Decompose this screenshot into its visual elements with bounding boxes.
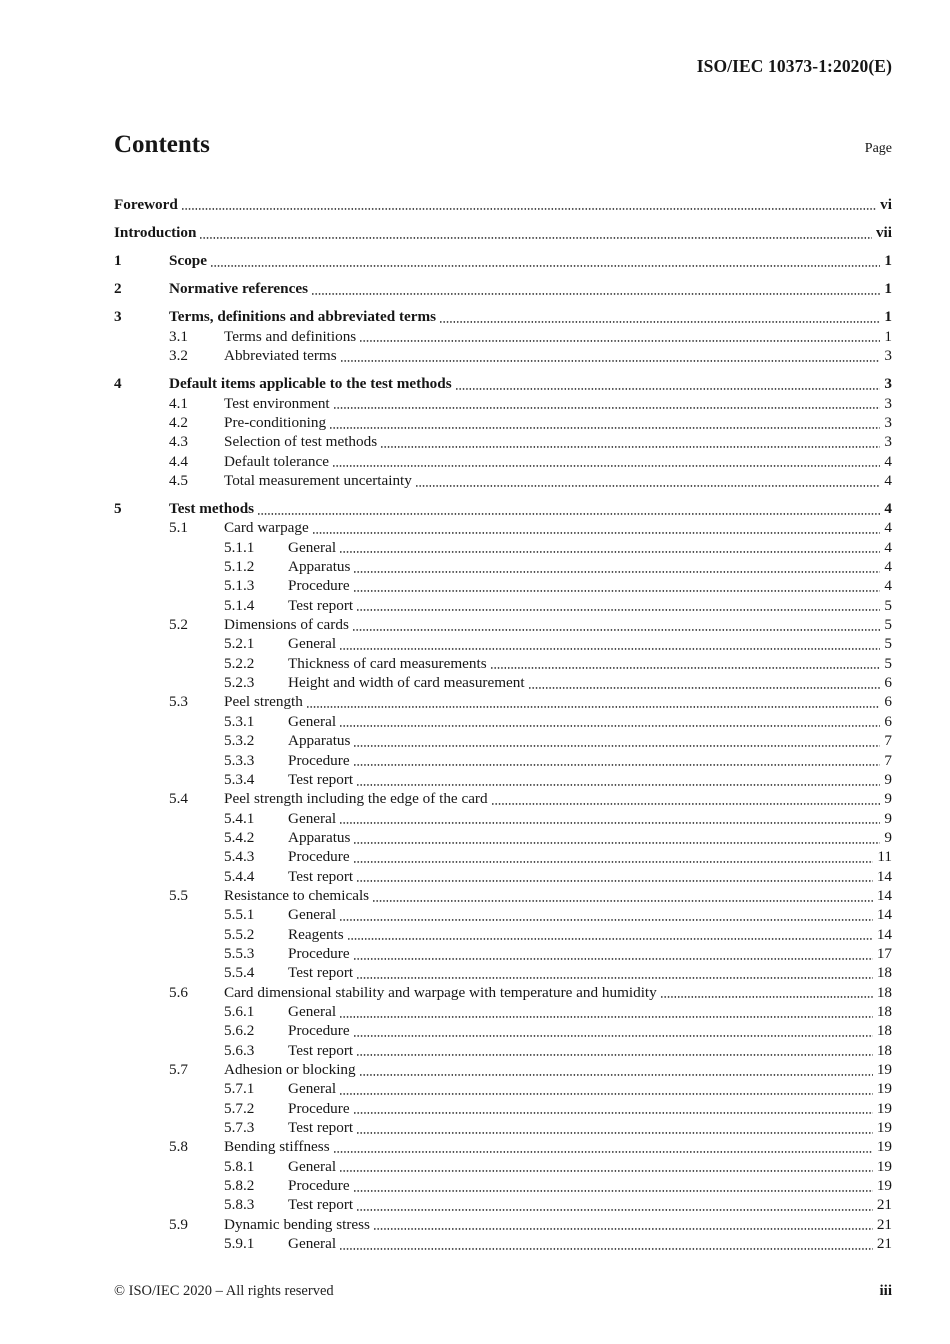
toc-entry-number: 4.1 <box>169 394 188 412</box>
toc-entry-page: 4 <box>884 558 892 576</box>
dot-leader <box>373 886 873 905</box>
dot-leader <box>313 518 881 537</box>
copyright-notice: © ISO/IEC 2020 – All rights reserved <box>114 1283 334 1299</box>
toc-entry-page: 4 <box>884 538 892 556</box>
toc-entry-title: Default items applicable to the test methods <box>169 375 452 393</box>
dot-leader <box>357 1195 873 1214</box>
toc-entry-number: 5 <box>114 500 122 518</box>
toc-entry[interactable] <box>114 963 892 982</box>
dot-leader <box>340 1157 873 1176</box>
toc-entry-number: 5.8 <box>169 1138 188 1156</box>
toc-entry-number: 5.6.2 <box>224 1022 255 1040</box>
toc-entry-number: 5.5.1 <box>224 906 255 924</box>
toc-entry-number: 5.3.1 <box>224 712 255 730</box>
toc-entry-number: 5.1.3 <box>224 577 255 595</box>
dot-leader <box>312 279 880 298</box>
toc-entry-number: 5.1.4 <box>224 596 255 614</box>
toc-entry-page: 17 <box>876 944 892 962</box>
toc-entry-title: Total measurement uncertainty <box>224 471 412 489</box>
toc-entry-page: 1 <box>884 252 892 270</box>
toc-entry[interactable] <box>114 413 892 432</box>
dot-leader <box>440 307 880 326</box>
toc-entry-number: 3 <box>114 308 122 326</box>
contents-header <box>114 131 892 159</box>
toc-entry[interactable] <box>114 195 892 214</box>
toc-entry-title: Procedure <box>288 848 350 866</box>
toc-entry-title: Dynamic bending stress <box>224 1215 370 1233</box>
toc-entry-title: Reagents <box>288 925 344 943</box>
toc-entry-title: Card warpage <box>224 519 309 537</box>
toc-entry[interactable] <box>114 1215 892 1234</box>
toc-entry-title: Test report <box>288 1196 354 1214</box>
toc-entry-page: 9 <box>884 809 892 827</box>
toc-entry-page: 6 <box>884 674 892 692</box>
toc-entry-number: 5.5.4 <box>224 964 255 982</box>
toc-entry[interactable] <box>114 1002 892 1021</box>
toc-entry-title: Foreword <box>114 195 178 213</box>
toc-entry-title: Peel strength including the edge of the card <box>224 790 488 808</box>
dot-leader <box>258 499 880 518</box>
toc-entry-number: 5.5.3 <box>224 944 255 962</box>
toc-entry[interactable] <box>114 1195 892 1214</box>
toc-entry-number: 5.3.4 <box>224 770 255 788</box>
toc-entry-page: 19 <box>876 1157 892 1175</box>
toc-entry-number: 5.2.2 <box>224 654 255 672</box>
toc-entry[interactable] <box>114 1079 892 1098</box>
toc-entry-number: 5.4.4 <box>224 867 255 885</box>
dot-leader <box>529 673 881 692</box>
toc-entry[interactable] <box>114 634 892 653</box>
toc-entry[interactable] <box>114 673 892 692</box>
dot-leader <box>357 1118 873 1137</box>
toc-entry-page: 3 <box>884 413 892 431</box>
dot-leader <box>348 925 873 944</box>
toc-entry-number: 5.5.2 <box>224 925 255 943</box>
toc-entry-page: 1 <box>884 280 892 298</box>
toc-entry-number: 5.7.3 <box>224 1119 255 1137</box>
toc-entry-title: Procedure <box>288 751 350 769</box>
toc-entry-page: 21 <box>876 1196 892 1214</box>
dot-leader <box>340 905 873 924</box>
toc-entry-number: 5.4.2 <box>224 828 255 846</box>
dot-leader <box>354 847 874 866</box>
toc-entry-title: General <box>288 712 337 730</box>
toc-entry-title: Default tolerance <box>224 452 329 470</box>
toc-entry-page: 1 <box>884 308 892 326</box>
toc-entry-page: 9 <box>884 770 892 788</box>
toc-entry[interactable] <box>114 751 892 770</box>
toc-entry-title: Normative references <box>169 280 309 298</box>
toc-entry-page: 5 <box>884 654 892 672</box>
dot-leader <box>491 654 881 673</box>
toc-entry-title: Test report <box>288 1119 354 1137</box>
toc-entry-page: 3 <box>884 375 892 393</box>
dot-leader <box>357 963 873 982</box>
toc-entry-number: 5.6.3 <box>224 1041 255 1059</box>
toc-entry-page: 3 <box>884 433 892 451</box>
toc-entry-title: Test report <box>288 964 354 982</box>
toc-entry-title: Abbreviated terms <box>224 347 337 365</box>
toc-entry-page: 19 <box>876 1119 892 1137</box>
toc-entry-number: 4.4 <box>169 452 188 470</box>
toc-entry-page: 9 <box>884 790 892 808</box>
dot-leader <box>416 471 881 490</box>
toc-entry[interactable] <box>114 925 892 944</box>
toc-entry-page: 21 <box>876 1235 892 1253</box>
toc-entry[interactable] <box>114 499 892 518</box>
toc-entry-page: vii <box>875 223 892 241</box>
toc-entry-page: 9 <box>884 828 892 846</box>
toc-entry[interactable] <box>114 346 892 365</box>
toc-entry-title: Procedure <box>288 1177 350 1195</box>
toc-entry-number: 5.9.1 <box>224 1235 255 1253</box>
page-title: Contents <box>114 131 210 158</box>
toc-entry-page: 18 <box>876 1022 892 1040</box>
toc-entry-page: 7 <box>884 751 892 769</box>
toc-entry-page: 18 <box>876 983 892 1001</box>
toc-entry-number: 5.1.2 <box>224 558 255 576</box>
toc-entry-title: General <box>288 635 337 653</box>
dot-leader <box>334 394 881 413</box>
toc-entry[interactable] <box>114 518 892 537</box>
toc-entry-page: 4 <box>884 452 892 470</box>
toc-entry-title: General <box>288 538 337 556</box>
toc-entry-page: 19 <box>876 1061 892 1079</box>
toc-entry[interactable] <box>114 692 892 711</box>
toc-entry-page: 19 <box>876 1177 892 1195</box>
toc-entry[interactable] <box>114 1118 892 1137</box>
toc-entry-page: 5 <box>884 635 892 653</box>
toc-entry-title: Test report <box>288 596 354 614</box>
dot-leader <box>354 828 880 847</box>
toc-entry[interactable] <box>114 789 892 808</box>
toc-entry-title: Procedure <box>288 577 350 595</box>
toc-entry[interactable] <box>114 307 892 326</box>
toc-entry-number: 5.6 <box>169 983 188 1001</box>
toc-entry-title: Test report <box>288 1041 354 1059</box>
toc-entry[interactable] <box>114 279 892 298</box>
toc-entry[interactable] <box>114 712 892 731</box>
toc-entry-page: 4 <box>884 519 892 537</box>
dot-leader <box>354 1099 873 1118</box>
toc-entry-page: 21 <box>876 1215 892 1233</box>
dot-leader <box>374 1215 873 1234</box>
toc-entry-number: 5.3.3 <box>224 751 255 769</box>
toc-entry-number: 5.7 <box>169 1061 188 1079</box>
dot-leader <box>330 413 880 432</box>
toc-entry[interactable] <box>114 1021 892 1040</box>
toc-entry[interactable] <box>114 223 892 242</box>
toc-entry-number: 5.8.1 <box>224 1157 255 1175</box>
toc-entry[interactable] <box>114 944 892 963</box>
dot-leader <box>354 944 873 963</box>
toc-entry-number: 4 <box>114 375 122 393</box>
toc-entry[interactable] <box>114 905 892 924</box>
toc-entry-page: vi <box>880 195 892 213</box>
toc-entry-number: 3.2 <box>169 347 188 365</box>
toc-entry-page: 6 <box>884 693 892 711</box>
toc-entry[interactable] <box>114 867 892 886</box>
toc-entry[interactable] <box>114 615 892 634</box>
toc-entry-number: 5.4 <box>169 790 188 808</box>
dot-leader <box>340 809 880 828</box>
toc-entry-number: 5.2.3 <box>224 674 255 692</box>
toc-entry[interactable] <box>114 452 892 471</box>
toc-entry-title: Height and width of card measurement <box>288 674 525 692</box>
dot-leader <box>354 1021 873 1040</box>
dot-leader <box>661 983 873 1002</box>
toc-entry-page: 4 <box>884 500 892 518</box>
toc-entry-number: 5.4.3 <box>224 848 255 866</box>
dot-leader <box>492 789 881 808</box>
toc-entry-page: 7 <box>884 732 892 750</box>
toc-entry-number: 5.3.2 <box>224 732 255 750</box>
dot-leader <box>381 432 880 451</box>
toc-entry-number: 5.6.1 <box>224 1002 255 1020</box>
toc-entry-title: Pre-conditioning <box>224 413 327 431</box>
toc-entry-page: 6 <box>884 712 892 730</box>
toc-entry-title: Scope <box>169 252 207 270</box>
toc-entry[interactable] <box>114 1176 892 1195</box>
dot-leader <box>200 223 872 242</box>
toc-entry[interactable] <box>114 471 892 490</box>
document-code: ISO/IEC 10373-1:2020(E) <box>696 56 892 76</box>
toc-entry-number: 5.2 <box>169 616 188 634</box>
toc-entry-title: Procedure <box>288 944 350 962</box>
toc-entry-title: Apparatus <box>288 558 351 576</box>
toc-entry[interactable] <box>114 251 892 270</box>
toc-entry-page: 19 <box>876 1099 892 1117</box>
toc-entry-title: General <box>288 1235 337 1253</box>
toc-entry-page: 19 <box>876 1080 892 1098</box>
toc-entry-title: Apparatus <box>288 732 351 750</box>
dot-leader <box>340 1079 873 1098</box>
dot-leader <box>357 596 880 615</box>
toc-entry[interactable] <box>114 654 892 673</box>
toc-entry-page: 3 <box>884 347 892 365</box>
toc-entry-number: 5.1 <box>169 519 188 537</box>
dot-leader <box>354 1176 873 1195</box>
toc-entry[interactable] <box>114 1060 892 1079</box>
dot-leader <box>357 770 880 789</box>
toc-entry[interactable] <box>114 809 892 828</box>
toc-entry-number: 4.3 <box>169 433 188 451</box>
toc-entry-title: Dimensions of cards <box>224 616 349 634</box>
toc-entry-title: Terms and definitions <box>224 327 357 345</box>
toc-entry-title: Selection of test methods <box>224 433 378 451</box>
toc-entry-title: Bending stiffness <box>224 1138 330 1156</box>
toc-entry-page: 3 <box>884 394 892 412</box>
toc-entry-number: 5.4.1 <box>224 809 255 827</box>
table-of-contents <box>114 186 892 1253</box>
toc-entry-title: Apparatus <box>288 828 351 846</box>
toc-entry[interactable] <box>114 596 892 615</box>
toc-entry-title: General <box>288 1080 337 1098</box>
dot-leader <box>307 692 881 711</box>
toc-entry-number: 5.8.3 <box>224 1196 255 1214</box>
toc-entry-page: 19 <box>876 1138 892 1156</box>
toc-entry-number: 2 <box>114 280 122 298</box>
dot-leader <box>182 195 876 214</box>
toc-entry[interactable] <box>114 1234 892 1253</box>
toc-entry-title: Thickness of card measurements <box>288 654 487 672</box>
toc-entry[interactable] <box>114 828 892 847</box>
toc-entry-number: 5.5 <box>169 886 188 904</box>
toc-entry[interactable] <box>114 538 892 557</box>
dot-leader <box>340 1234 873 1253</box>
toc-entry-title: General <box>288 906 337 924</box>
dot-leader <box>341 346 881 365</box>
toc-entry-number: 4.2 <box>169 413 188 431</box>
toc-entry-page: 18 <box>876 1041 892 1059</box>
dot-leader <box>360 327 880 346</box>
toc-entry-title: Test environment <box>224 394 330 412</box>
toc-entry[interactable] <box>114 432 892 451</box>
toc-entry-number: 5.8.2 <box>224 1177 255 1195</box>
dot-leader <box>354 576 881 595</box>
dot-leader <box>357 1041 873 1060</box>
toc-entry-page: 18 <box>876 1002 892 1020</box>
toc-entry-number: 5.9 <box>169 1215 188 1233</box>
toc-entry-page: 11 <box>877 848 892 866</box>
dot-leader <box>354 751 881 770</box>
folio-page-number: iii <box>879 1283 892 1299</box>
toc-entry-page: 14 <box>876 867 892 885</box>
dot-leader <box>340 634 880 653</box>
toc-entry-title: Card dimensional stability and warpage with temperature and humidity <box>224 983 657 1001</box>
toc-entry-page: 14 <box>876 906 892 924</box>
toc-entry-page: 14 <box>876 886 892 904</box>
toc-entry[interactable] <box>114 983 892 1002</box>
toc-entry-title: Test report <box>288 867 354 885</box>
toc-entry[interactable] <box>114 374 892 393</box>
dot-leader <box>354 557 880 576</box>
dot-leader <box>360 1060 873 1079</box>
toc-entry-title: General <box>288 809 337 827</box>
toc-entry-number: 5.7.1 <box>224 1080 255 1098</box>
toc-entry-number: 5.1.1 <box>224 538 255 556</box>
toc-entry[interactable] <box>114 770 892 789</box>
toc-entry-title: Adhesion or blocking <box>224 1061 356 1079</box>
toc-entry-page: 5 <box>884 596 892 614</box>
toc-entry-title: Terms, definitions and abbreviated terms <box>169 308 437 326</box>
toc-entry[interactable] <box>114 731 892 750</box>
toc-entry-title: Test report <box>288 770 354 788</box>
toc-entry-title: Introduction <box>114 223 197 241</box>
toc-entry[interactable] <box>114 327 892 346</box>
dot-leader <box>211 251 880 270</box>
toc-entry-number: 5.2.1 <box>224 635 255 653</box>
toc-entry-number: 4.5 <box>169 471 188 489</box>
toc-entry[interactable] <box>114 1157 892 1176</box>
toc-entry[interactable] <box>114 576 892 595</box>
toc-entry[interactable] <box>114 1041 892 1060</box>
dot-leader <box>340 712 880 731</box>
toc-entry-title: Peel strength <box>224 693 303 711</box>
dot-leader <box>340 538 880 557</box>
dot-leader <box>354 731 880 750</box>
toc-entry-title: Test methods <box>169 500 255 518</box>
page-footer <box>114 1283 892 1300</box>
toc-entry-page: 1 <box>884 327 892 345</box>
toc-entry-number: 3.1 <box>169 327 188 345</box>
toc-entry[interactable] <box>114 847 892 866</box>
dot-leader <box>334 1137 873 1156</box>
toc-entry-title: General <box>288 1157 337 1175</box>
toc-entry-title: Procedure <box>288 1099 350 1117</box>
toc-entry-number: 5.7.2 <box>224 1099 255 1117</box>
toc-entry[interactable] <box>114 1137 892 1156</box>
toc-entry[interactable] <box>114 1099 892 1118</box>
toc-entry-page: 4 <box>884 471 892 489</box>
dot-leader <box>353 615 881 634</box>
toc-entry-title: General <box>288 1002 337 1020</box>
dot-leader <box>333 452 880 471</box>
toc-entry[interactable] <box>114 886 892 905</box>
toc-entry-number: 5.3 <box>169 693 188 711</box>
toc-entry-number: 1 <box>114 252 122 270</box>
dot-leader <box>456 374 881 393</box>
toc-entry-page: 4 <box>884 577 892 595</box>
toc-entry-page: 18 <box>876 964 892 982</box>
dot-leader <box>340 1002 873 1021</box>
toc-entry[interactable] <box>114 394 892 413</box>
toc-entry-title: Resistance to chemicals <box>224 886 370 904</box>
toc-entry[interactable] <box>114 557 892 576</box>
dot-leader <box>357 867 873 886</box>
toc-entry-page: 5 <box>884 616 892 634</box>
page-column-label: Page <box>864 141 892 156</box>
toc-entry-page: 14 <box>876 925 892 943</box>
toc-entry-title: Procedure <box>288 1022 350 1040</box>
